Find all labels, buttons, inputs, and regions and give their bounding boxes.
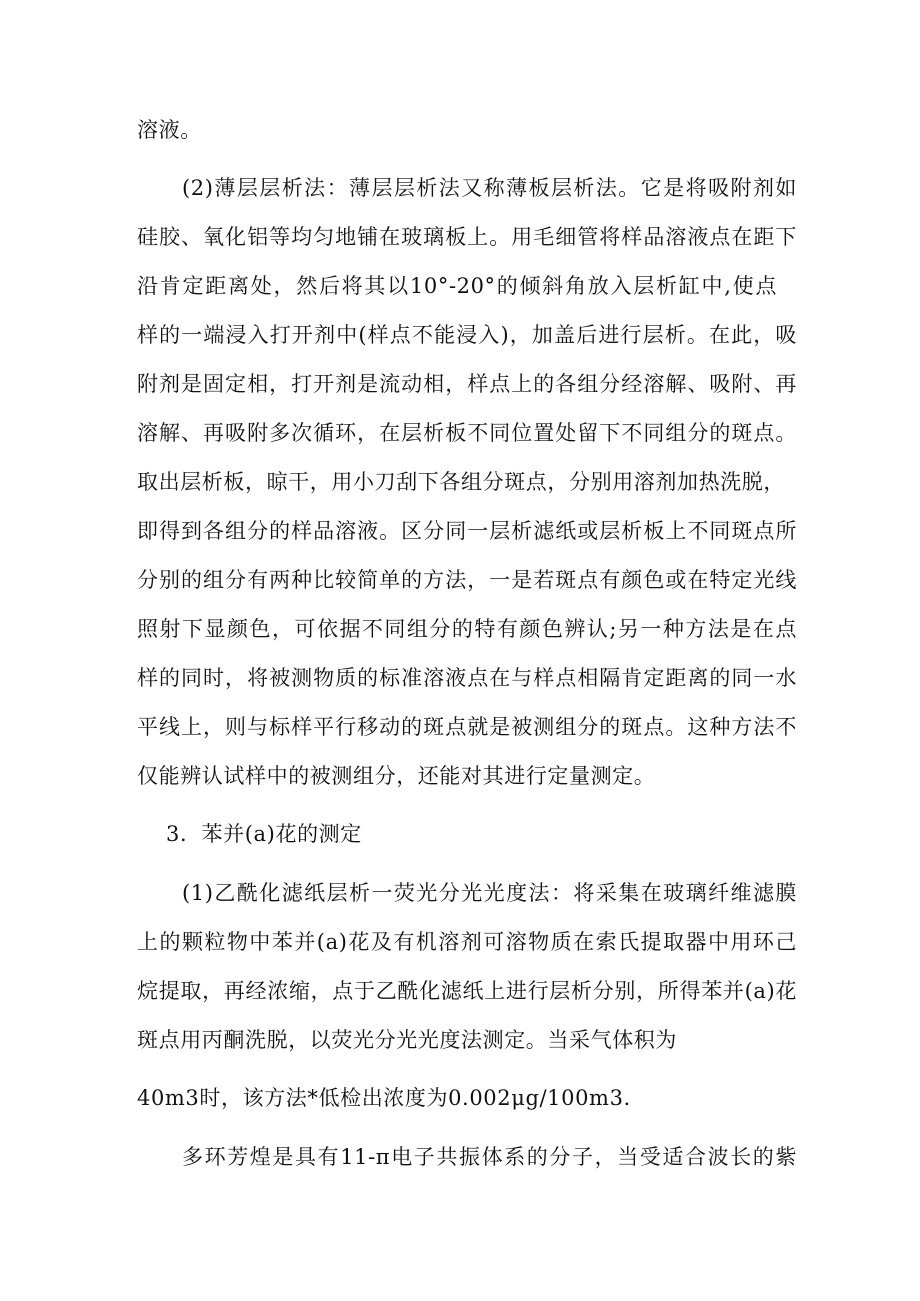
text-line-5: 样的一端浸入打开剂中(样点不能浸入)，加盖后进行层析。在此，吸: [137, 323, 797, 347]
text-line-19: 斑点用丙酮洗脱，以荧光分光光度法测定。当采气体积为: [137, 1028, 677, 1052]
text-line-16: (1)乙酰化滤纸层析一荧光分光光度法：将采集在玻璃纤维滤膜: [182, 881, 797, 905]
text-line-8: 取出层析板，晾干，用小刀刮下各组分斑点，分别用溶剂加热洗脱，: [137, 470, 785, 494]
text-line-7: 溶解、再吸附多次循环，在层析板不同位置处留下不同组分的斑点。: [137, 421, 797, 445]
text-line-10: 分别的组分有两种比较简单的方法，一是若斑点有颜色或在特定光线: [137, 568, 797, 592]
text-line-4: 沿肯定距离处，然后将其以10°-20°的倾斜角放入层析缸中,使点: [137, 274, 777, 298]
text-line-13: 平线上，则与标样平行移动的斑点就是被测组分的斑点。这种方法不: [137, 715, 797, 739]
text-line-17: 上的颗粒物中苯并(a)花及有机溶剂可溶物质在索氏提取器中用环己: [137, 930, 797, 954]
text-line-11: 照射下显颜色，可依据不同组分的特有颜色辨认;另一种方法是在点: [137, 617, 797, 641]
section-heading: 3．苯并(a)花的测定: [166, 822, 362, 846]
text-line-2: (2)薄层层析法：薄层层析法又称薄板层析法。它是将吸附剂如: [182, 176, 797, 200]
text-line-12: 样的同时，将被测物质的标准溶液点在与样点相隔肯定距离的同一水: [137, 666, 797, 690]
text-line-1: 溶液。: [137, 118, 202, 142]
text-line-14: 仅能辨认试样中的被测组分，还能对其进行定量测定。: [137, 764, 656, 788]
text-line-3: 硅胶、氧化铝等均匀地铺在玻璃板上。用毛细管将样品溶液点在距下: [137, 225, 797, 249]
text-line-6: 附剂是固定相，打开剂是流动相，样点上的各组分经溶解、吸附、再: [137, 372, 797, 396]
text-line-21: 多环芳煌是具有11-π电子共振体系的分子，当受适合波长的紫: [182, 1145, 797, 1169]
text-line-9: 即得到各组分的样品溶液。区分同一层析滤纸或层析板上不同斑点所: [137, 519, 797, 543]
text-line-18: 烷提取，再经浓缩，点于乙酰化滤纸上进行层析分别，所得苯并(a)花: [137, 979, 797, 1003]
text-line-20: 40m3时，该方法*低检出浓度为0.002μg/100m3.: [137, 1086, 631, 1110]
